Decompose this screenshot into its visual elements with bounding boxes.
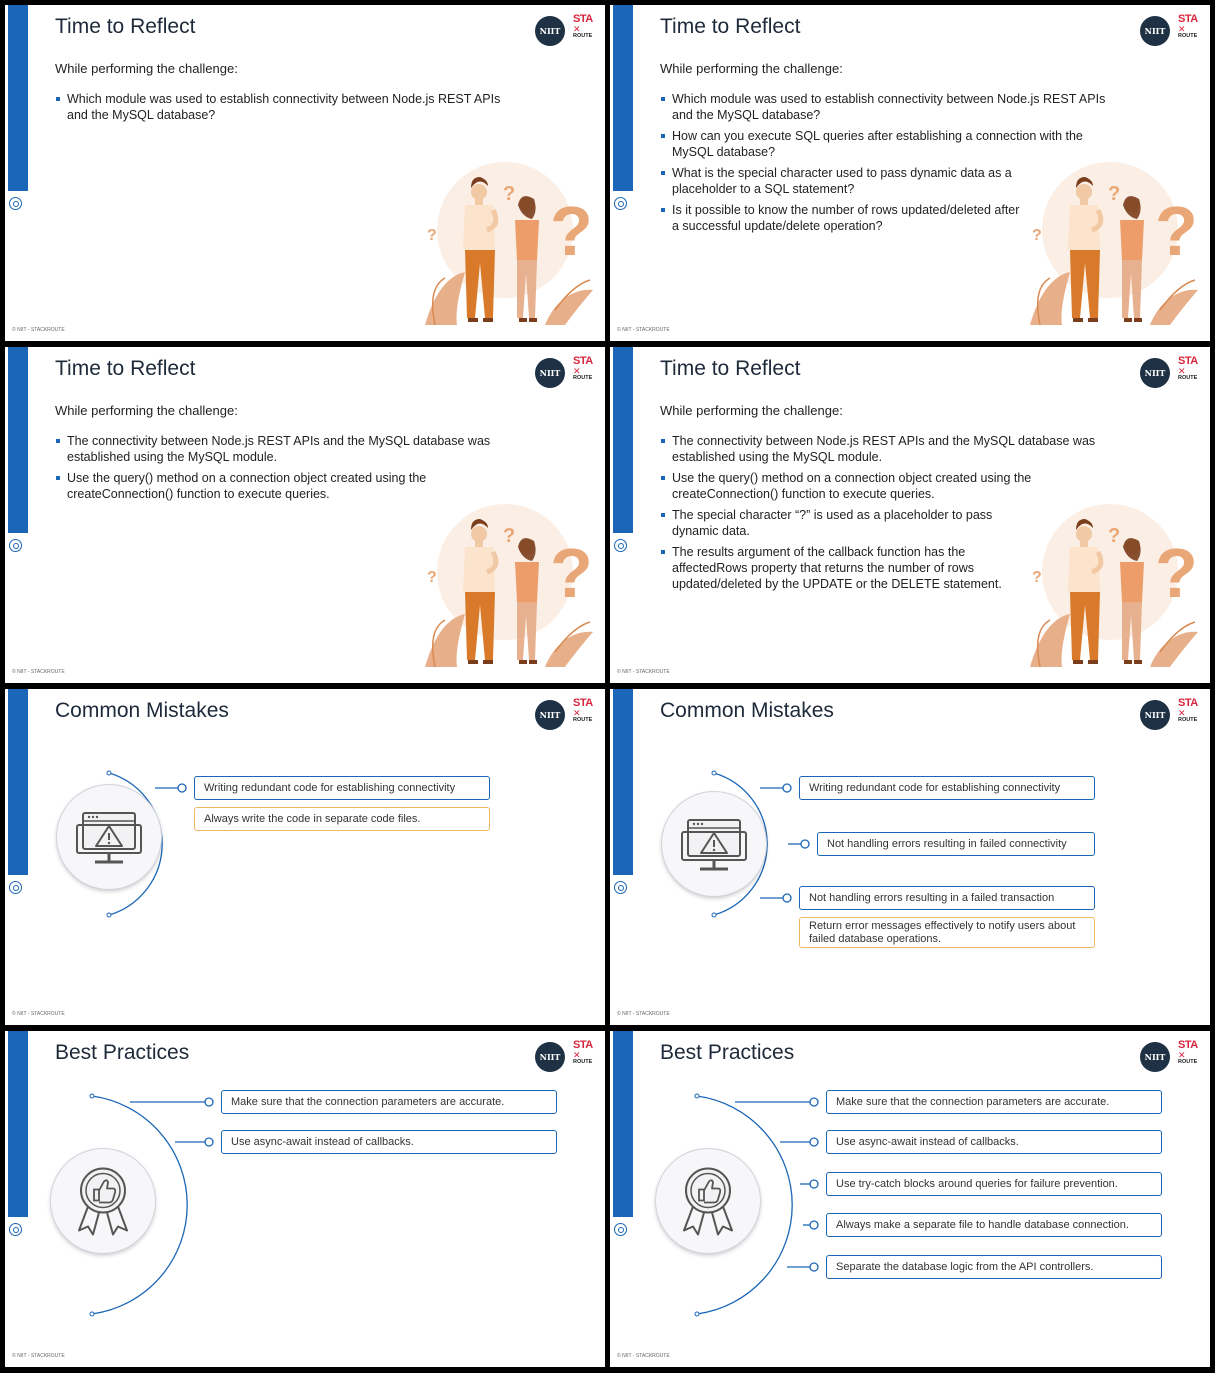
list-item: Which module was used to establish connectivity between Node.js REST APIs and the MySQL database? <box>660 91 1110 123</box>
navigation-target-icon[interactable] <box>614 1223 627 1236</box>
niit-logo: NIIT <box>535 700 565 730</box>
list-item: The results argument of the callback function has the affectedRows property that returns the number of rows updated/deleted by the UPDATE or the DELETE statement. <box>660 544 1002 592</box>
accent-bar <box>8 347 28 533</box>
slide-title: Time to Reflect <box>55 357 196 380</box>
practice-box: Make sure that the connection parameters are accurate. <box>826 1090 1162 1114</box>
practice-box: Separate the database logic from the API controllers. <box>826 1255 1162 1279</box>
thinking-people-illustration <box>415 160 595 330</box>
footer-copyright: © NIIT - STACKROUTE <box>617 1011 670 1017</box>
slide-title: Best Practices <box>55 1041 190 1064</box>
list-item: Use the query() method on a connection object created using the createConnection() function to execute queries. <box>660 470 1072 502</box>
accent-bar <box>613 5 633 191</box>
lead-text: While performing the challenge: <box>55 403 238 418</box>
list-item: What is the special character used to pass dynamic data as a placeholder to a SQL statement? <box>660 165 1032 197</box>
footer-copyright: © NIIT - STACKROUTE <box>12 669 65 675</box>
niit-logo: NIIT <box>1140 1042 1170 1072</box>
footer-copyright: © NIIT - STACKROUTE <box>12 327 65 333</box>
accent-bar <box>8 5 28 191</box>
navigation-target-icon[interactable] <box>9 1223 22 1236</box>
practice-box: Use async-await instead of callbacks. <box>826 1130 1162 1154</box>
mistake-box: Writing redundant code for establishing connectivity <box>799 776 1095 800</box>
slide-title: Best Practices <box>660 1041 795 1064</box>
practice-box: Always make a separate file to handle database connection. <box>826 1213 1162 1237</box>
niit-logo: NIIT <box>1140 16 1170 46</box>
footer-copyright: © NIIT - STACKROUTE <box>617 669 670 675</box>
navigation-target-icon[interactable] <box>614 881 627 894</box>
navigation-target-icon[interactable] <box>614 197 627 210</box>
slide-reflect-1 <box>5 5 605 341</box>
slide-reflect-answers-2 <box>610 347 1210 683</box>
practice-box: Use async-await instead of callbacks. <box>221 1130 557 1154</box>
lead-text: While performing the challenge: <box>660 61 843 76</box>
list-item: Which module was used to establish connectivity between Node.js REST APIs and the MySQL database? <box>55 91 505 123</box>
accent-bar <box>8 1031 28 1217</box>
navigation-target-icon[interactable] <box>9 197 22 210</box>
question-list <box>55 91 505 128</box>
list-item: Use the query() method on a connection object created using the createConnection() function to execute queries. <box>55 470 467 502</box>
navigation-target-icon[interactable] <box>9 881 22 894</box>
mistake-box: Not handling errors resulting in a failed transaction <box>799 886 1095 910</box>
list-item: How can you execute SQL queries after establishing a connection with the MySQL database? <box>660 128 1110 160</box>
tip-box: Return error messages effectively to notify users about failed database operations. <box>799 917 1095 948</box>
accent-bar <box>613 347 633 533</box>
navigation-target-icon[interactable] <box>614 539 627 552</box>
thinking-people-illustration <box>415 502 595 672</box>
stackroute-logo: STA ✕ ROUTE <box>1178 13 1198 39</box>
accent-bar <box>613 689 633 875</box>
award-thumbs-up-icon <box>51 1149 155 1253</box>
stackroute-logo: STA ✕ ROUTE <box>573 1039 593 1065</box>
stackroute-logo: STA ✕ ROUTE <box>573 355 593 381</box>
stackroute-logo: STA ✕ ROUTE <box>573 697 593 723</box>
lead-text: While performing the challenge: <box>660 403 843 418</box>
footer-copyright: © NIIT - STACKROUTE <box>12 1011 65 1017</box>
footer-copyright: © NIIT - STACKROUTE <box>12 1353 65 1359</box>
slide-reflect-2 <box>610 5 1210 341</box>
slide-title: Common Mistakes <box>55 699 229 722</box>
slide-common-mistakes-1 <box>5 689 605 1025</box>
warning-monitor-icon <box>57 785 161 889</box>
footer-copyright: © NIIT - STACKROUTE <box>617 1353 670 1359</box>
stackroute-logo: STA ✕ ROUTE <box>1178 355 1198 381</box>
list-item: Is it possible to know the number of rows updated/deleted after a successful update/delete operation? <box>660 202 1022 234</box>
list-item: The connectivity between Node.js REST APIs and the MySQL database was established using the MySQL module. <box>660 433 1110 465</box>
slide-title: Time to Reflect <box>660 15 801 38</box>
slide-reflect-answers-1 <box>5 347 605 683</box>
answer-list <box>55 433 505 507</box>
tip-box: Always write the code in separate code files. <box>194 807 490 831</box>
list-item: The connectivity between Node.js REST APIs and the MySQL database was established using the MySQL module. <box>55 433 505 465</box>
slide-best-practices-1 <box>5 1031 605 1367</box>
niit-logo: NIIT <box>535 1042 565 1072</box>
list-item: The special character “?” is used as a placeholder to pass dynamic data. <box>660 507 1022 539</box>
award-thumbs-up-icon <box>656 1149 760 1253</box>
niit-logo: NIIT <box>535 358 565 388</box>
slide-title: Time to Reflect <box>660 357 801 380</box>
thinking-people-illustration <box>1020 160 1200 330</box>
stackroute-logo: STA ✕ ROUTE <box>1178 1039 1198 1065</box>
slide-title: Time to Reflect <box>55 15 196 38</box>
slide-common-mistakes-2 <box>610 689 1210 1025</box>
slide-best-practices-2 <box>610 1031 1210 1367</box>
practice-box: Use try-catch blocks around queries for failure prevention. <box>826 1172 1162 1196</box>
mistake-box: Writing redundant code for establishing connectivity <box>194 776 490 800</box>
niit-logo: NIIT <box>1140 358 1170 388</box>
warning-monitor-icon <box>662 792 766 896</box>
stackroute-logo: STA ✕ ROUTE <box>573 13 593 39</box>
stackroute-logo: STA ✕ ROUTE <box>1178 697 1198 723</box>
slide-title: Common Mistakes <box>660 699 834 722</box>
accent-bar <box>8 689 28 875</box>
niit-logo: NIIT <box>1140 700 1170 730</box>
thinking-people-illustration <box>1020 502 1200 672</box>
mistake-box: Not handling errors resulting in failed connectivity <box>817 832 1095 856</box>
lead-text: While performing the challenge: <box>55 61 238 76</box>
practice-box: Make sure that the connection parameters are accurate. <box>221 1090 557 1114</box>
footer-copyright: © NIIT - STACKROUTE <box>617 327 670 333</box>
accent-bar <box>613 1031 633 1217</box>
navigation-target-icon[interactable] <box>9 539 22 552</box>
niit-logo: NIIT <box>535 16 565 46</box>
